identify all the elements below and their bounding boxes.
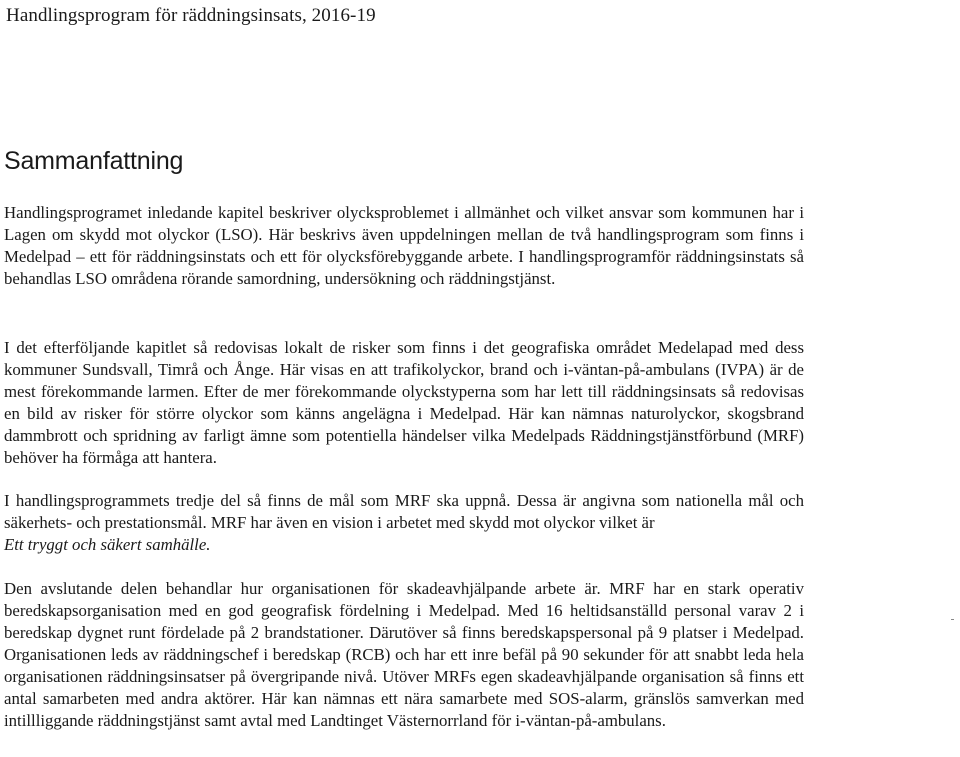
paragraph-organisation: Den avslutande delen behandlar hur organisationen för skadeavhjälpande arbete är. MRF har en stark operativ beredskapsorganisation med en god geografisk fördelning i Medelpad. Med 16 heltidsanställd personal varav 2 i beredskap dygnet runt fördelade på 2 brandstationer. Därutöver så finns beredskapspersonal på 9 platser i Medelpad. Organisationen leds av räddningschef i beredskap (RCB) och har ett inre befäl på 90 sekunder för att snabbt leda hela organisationen räddningsinsatser på övergripande nivå. Utöver MRFs egen skadeavhjälpande organisation så finns ett antal samarbeten med andra aktörer. Här kan nämnas ett nära samarbete med SOS-alarm, gränslös samverkan med intillliggande räddningstjänst samt avtal med Landtinget Västernorrland för i-väntan-på-ambulans.	[4, 579, 804, 730]
paragraph-intro: Handlingsprogramet inledande kapitel beskriver olycksproblemet i allmänhet och vilket ansvar som kommunen har i Lagen om skydd mot olyckor (LSO). Här beskrivs även uppdelningen mellan de två handlingsprogram som finns i Medelpad – ett för räddningsinstats och ett för olycksförebyggande arbete. I handlingsprogramför räddningsinstats så behandlas LSO områdena rörande samordning, undersökning och räddningstjänst.	[4, 203, 804, 288]
paragraph-risks: I det efterföljande kapitlet så redovisas lokalt de risker som finns i det geografiska området Medelapad med dess kommuner Sundsvall, Timrå och Ånge. Här visas en att trafikolyckor, brand och i-väntan-på-ambulans (IVPA) är de mest förekommande larmen. Efter de mer förekommande olyckstyperna som har lett till räddningsinsats så redovisas en bild av risker för större olyckor som känns angelägna i Medelpad. Här kan nämnas naturolyckor, skogsbrand dammbrott och spridning av farligt ämne som potentiella händelser vilka Medelpads Räddningstjänstförbund (MRF) behöver ha förmåga att hantera.	[4, 338, 804, 467]
paragraph-goals	[4, 490, 804, 556]
section-title: Sammanfattning	[4, 147, 184, 175]
scan-speck	[951, 619, 954, 620]
running-header: Handlingsprogram för räddningsinsats, 2016-19	[6, 5, 376, 26]
paragraph-goals-text: I handlingsprogrammets tredje del så finns de mål som MRF ska uppnå. Dessa är angivna som nationella mål och säkerhets- och prestationsmål. MRF har även en vision i arbetet med skydd mot olyckor vilket är	[4, 491, 804, 532]
vision-statement: Ett tryggt och säkert samhälle.	[4, 535, 211, 554]
